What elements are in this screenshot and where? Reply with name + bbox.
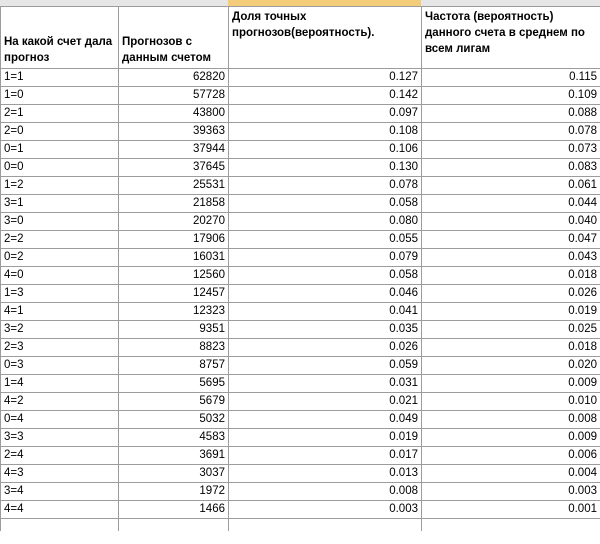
- cell-score[interactable]: 0=3: [1, 357, 119, 375]
- cell-score[interactable]: 1=1: [1, 69, 119, 87]
- cell-score[interactable]: 0=4: [1, 411, 119, 429]
- cell-accuracy[interactable]: 0.059: [229, 357, 422, 375]
- table-row: [1, 69, 600, 87]
- cell-accuracy[interactable]: 0.079: [229, 249, 422, 267]
- cell-accuracy[interactable]: 0.130: [229, 159, 422, 177]
- table-row: [1, 177, 600, 195]
- table-row: [1, 447, 600, 465]
- cell-accuracy[interactable]: 0.017: [229, 447, 422, 465]
- cell-frequency[interactable]: 0.109: [422, 87, 600, 105]
- cell-count[interactable]: 1466: [119, 501, 229, 519]
- empty-cell[interactable]: [229, 519, 422, 532]
- table-row: [1, 285, 600, 303]
- table-row: [1, 501, 600, 519]
- cell-score[interactable]: 2=4: [1, 447, 119, 465]
- cell-frequency[interactable]: 0.010: [422, 393, 600, 411]
- cell-score[interactable]: 0=0: [1, 159, 119, 177]
- cell-frequency[interactable]: 0.043: [422, 249, 600, 267]
- cell-accuracy[interactable]: 0.013: [229, 465, 422, 483]
- table-row: [1, 321, 600, 339]
- cell-frequency[interactable]: 0.040: [422, 213, 600, 231]
- cell-frequency[interactable]: 0.047: [422, 231, 600, 249]
- table-row: [1, 195, 600, 213]
- cell-score[interactable]: 2=0: [1, 123, 119, 141]
- cell-count[interactable]: 16031: [119, 249, 229, 267]
- cell-accuracy[interactable]: 0.127: [229, 69, 422, 87]
- cell-accuracy[interactable]: 0.106: [229, 141, 422, 159]
- cell-frequency[interactable]: 0.009: [422, 375, 600, 393]
- header-row: [1, 7, 600, 69]
- cell-frequency[interactable]: 0.115: [422, 69, 600, 87]
- cell-count[interactable]: 25531: [119, 177, 229, 195]
- table-row: [1, 483, 600, 501]
- cell-count[interactable]: 1972: [119, 483, 229, 501]
- table-row: [1, 123, 600, 141]
- header-cell-frequency[interactable]: Частота (вероятность) данного счета в среднем по всем лигам: [422, 7, 600, 69]
- cell-frequency[interactable]: 0.088: [422, 105, 600, 123]
- cell-accuracy[interactable]: 0.080: [229, 213, 422, 231]
- cell-accuracy[interactable]: 0.035: [229, 321, 422, 339]
- cell-frequency[interactable]: 0.001: [422, 501, 600, 519]
- cell-score[interactable]: 0=2: [1, 249, 119, 267]
- cell-score[interactable]: 4=2: [1, 393, 119, 411]
- table-row: [1, 375, 600, 393]
- spreadsheet-grid: [0, 6, 600, 531]
- cell-frequency[interactable]: 0.009: [422, 429, 600, 447]
- table-row: [1, 231, 600, 249]
- table-row: [1, 357, 600, 375]
- cell-accuracy[interactable]: 0.019: [229, 429, 422, 447]
- cell-count[interactable]: 12457: [119, 285, 229, 303]
- table-row: [1, 87, 600, 105]
- cell-count[interactable]: 5695: [119, 375, 229, 393]
- cell-score[interactable]: 1=0: [1, 87, 119, 105]
- cell-frequency[interactable]: 0.061: [422, 177, 600, 195]
- cell-count[interactable]: 62820: [119, 69, 229, 87]
- cell-accuracy[interactable]: 0.108: [229, 123, 422, 141]
- cell-accuracy[interactable]: 0.031: [229, 375, 422, 393]
- cell-count[interactable]: 37944: [119, 141, 229, 159]
- cell-accuracy[interactable]: 0.021: [229, 393, 422, 411]
- table-row: [1, 393, 600, 411]
- cell-score[interactable]: 4=0: [1, 267, 119, 285]
- cell-accuracy[interactable]: 0.008: [229, 483, 422, 501]
- table-row: [1, 105, 600, 123]
- cell-count[interactable]: 39363: [119, 123, 229, 141]
- cell-score[interactable]: 2=3: [1, 339, 119, 357]
- table-row: [1, 465, 600, 483]
- cell-score[interactable]: 3=4: [1, 483, 119, 501]
- header-cell-count[interactable]: Прогнозов с данным счетом: [119, 7, 229, 69]
- cell-accuracy[interactable]: 0.046: [229, 285, 422, 303]
- cell-count[interactable]: 37645: [119, 159, 229, 177]
- cell-count[interactable]: 20270: [119, 213, 229, 231]
- cell-frequency[interactable]: 0.018: [422, 267, 600, 285]
- cell-score[interactable]: 1=2: [1, 177, 119, 195]
- cell-accuracy[interactable]: 0.041: [229, 303, 422, 321]
- cell-count[interactable]: 5032: [119, 411, 229, 429]
- cell-score[interactable]: 3=3: [1, 429, 119, 447]
- cell-count[interactable]: 8757: [119, 357, 229, 375]
- cell-frequency[interactable]: 0.073: [422, 141, 600, 159]
- table-row: [1, 303, 600, 321]
- cell-accuracy[interactable]: 0.142: [229, 87, 422, 105]
- cell-score[interactable]: 1=4: [1, 375, 119, 393]
- cell-accuracy[interactable]: 0.058: [229, 195, 422, 213]
- cell-score[interactable]: 1=3: [1, 285, 119, 303]
- cell-count[interactable]: 5679: [119, 393, 229, 411]
- cell-accuracy[interactable]: 0.058: [229, 267, 422, 285]
- cell-accuracy[interactable]: 0.078: [229, 177, 422, 195]
- cell-accuracy[interactable]: 0.026: [229, 339, 422, 357]
- table-row: [1, 339, 600, 357]
- cell-count[interactable]: 17906: [119, 231, 229, 249]
- cell-count[interactable]: 43800: [119, 105, 229, 123]
- cell-score[interactable]: 4=4: [1, 501, 119, 519]
- table-row: [1, 267, 600, 285]
- table-row: [1, 249, 600, 267]
- empty-row: [1, 519, 600, 532]
- cell-frequency[interactable]: 0.003: [422, 483, 600, 501]
- cell-accuracy[interactable]: 0.003: [229, 501, 422, 519]
- header-cell-accuracy[interactable]: Доля точных прогнозов(вероятность).: [229, 7, 422, 69]
- table-row: [1, 141, 600, 159]
- cell-frequency[interactable]: 0.026: [422, 285, 600, 303]
- cell-count[interactable]: 8823: [119, 339, 229, 357]
- cell-count[interactable]: 4583: [119, 429, 229, 447]
- cell-score[interactable]: 0=1: [1, 141, 119, 159]
- cell-score[interactable]: 3=1: [1, 195, 119, 213]
- cell-frequency[interactable]: 0.008: [422, 411, 600, 429]
- cell-count[interactable]: 9351: [119, 321, 229, 339]
- cell-frequency[interactable]: 0.078: [422, 123, 600, 141]
- cell-count[interactable]: 57728: [119, 87, 229, 105]
- empty-cell[interactable]: [422, 519, 600, 532]
- table-row: [1, 429, 600, 447]
- cell-score[interactable]: 2=2: [1, 231, 119, 249]
- cell-count[interactable]: 12560: [119, 267, 229, 285]
- cell-accuracy[interactable]: 0.097: [229, 105, 422, 123]
- header-cell-score[interactable]: На какой счет дала прогноз: [1, 7, 119, 69]
- cell-accuracy[interactable]: 0.055: [229, 231, 422, 249]
- cell-score[interactable]: 3=2: [1, 321, 119, 339]
- cell-score[interactable]: 4=3: [1, 465, 119, 483]
- cell-score[interactable]: 3=0: [1, 213, 119, 231]
- cell-frequency[interactable]: 0.018: [422, 339, 600, 357]
- cell-count[interactable]: 3691: [119, 447, 229, 465]
- cell-accuracy[interactable]: 0.049: [229, 411, 422, 429]
- table-row: [1, 213, 600, 231]
- cell-count[interactable]: 21858: [119, 195, 229, 213]
- table-row: [1, 159, 600, 177]
- cell-frequency[interactable]: 0.019: [422, 303, 600, 321]
- cell-count[interactable]: 3037: [119, 465, 229, 483]
- cell-score[interactable]: 2=1: [1, 105, 119, 123]
- cell-frequency[interactable]: 0.083: [422, 159, 600, 177]
- cell-count[interactable]: 12323: [119, 303, 229, 321]
- cell-score[interactable]: 4=1: [1, 303, 119, 321]
- cell-frequency[interactable]: 0.004: [422, 465, 600, 483]
- cell-frequency[interactable]: 0.020: [422, 357, 600, 375]
- cell-frequency[interactable]: 0.006: [422, 447, 600, 465]
- empty-cell[interactable]: [1, 519, 119, 532]
- table-row: [1, 411, 600, 429]
- cell-frequency[interactable]: 0.025: [422, 321, 600, 339]
- empty-cell[interactable]: [119, 519, 229, 532]
- cell-frequency[interactable]: 0.044: [422, 195, 600, 213]
